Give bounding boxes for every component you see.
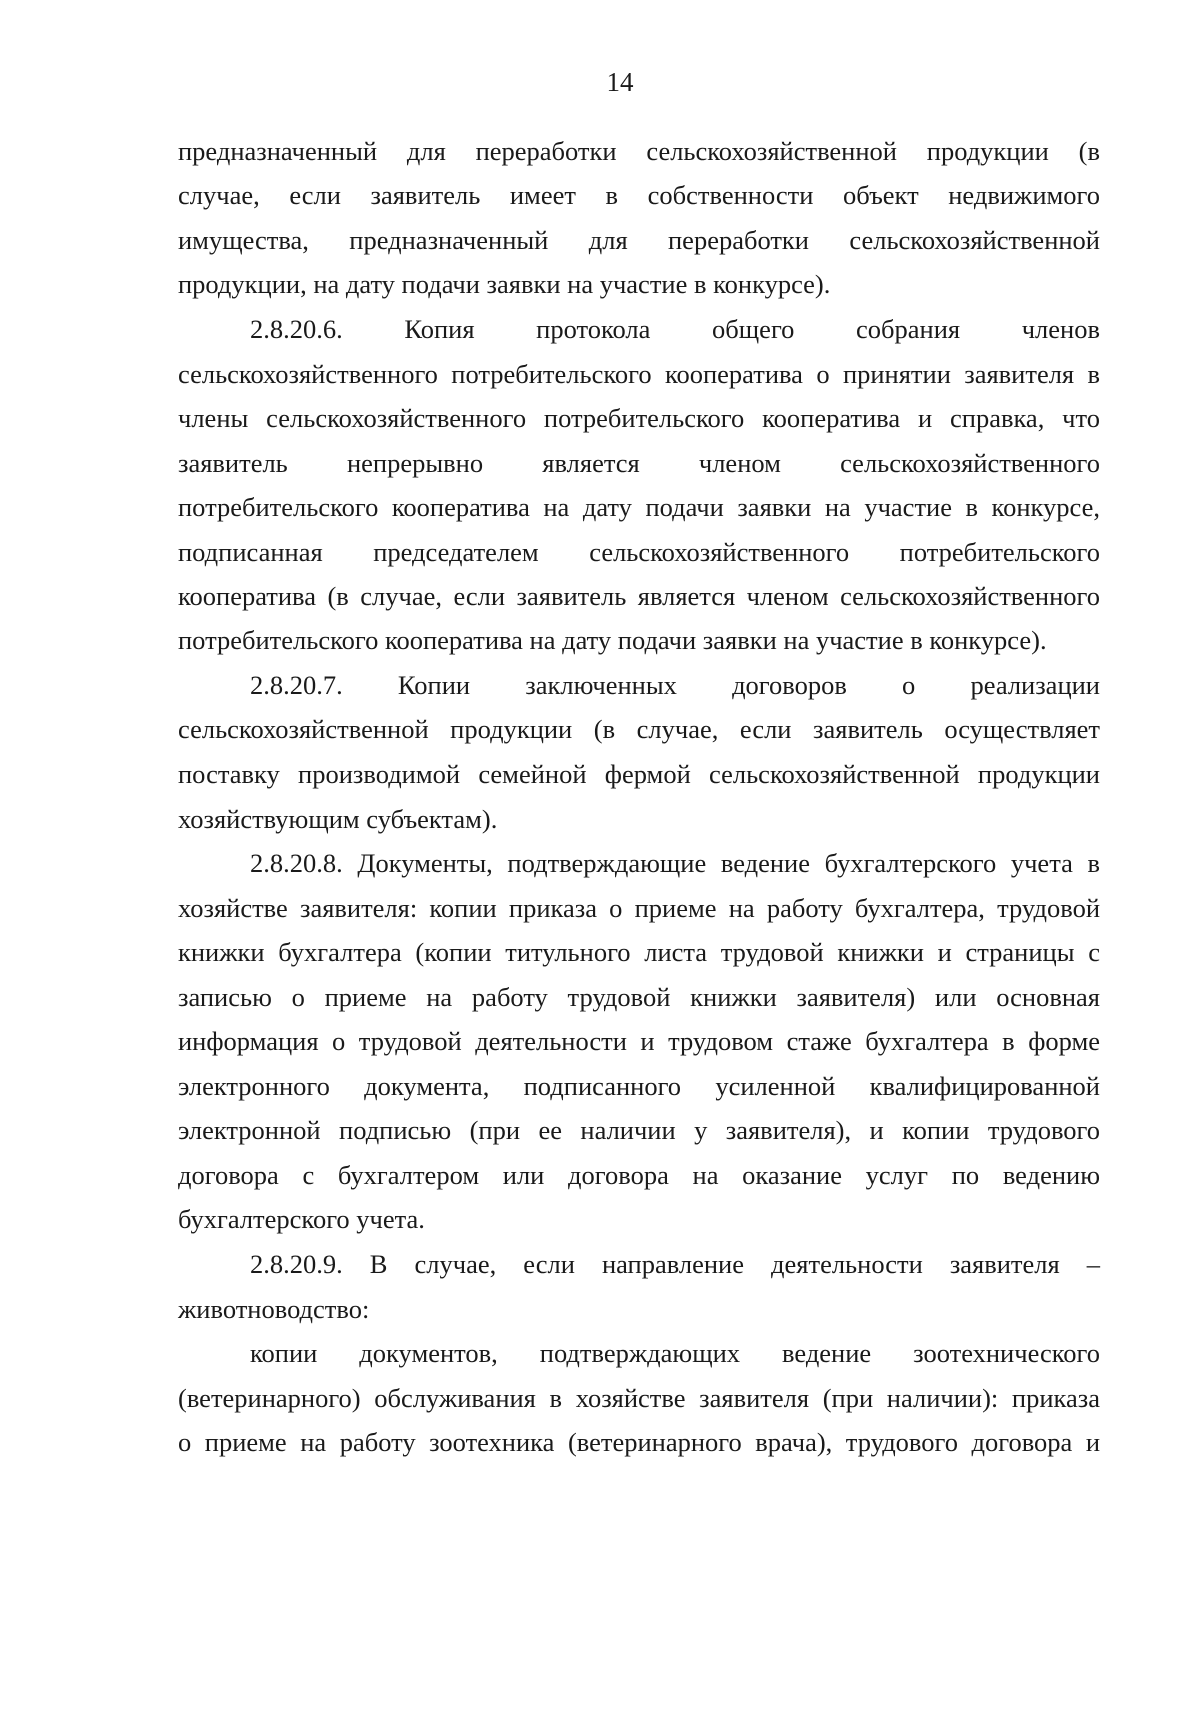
text-line: информация о трудовой деятельности и трудовом стаже бухгалтера в форме <box>178 1026 1100 1056</box>
text-line: хозяйствующим субъектам). <box>178 804 498 834</box>
text-line: подписанная председателем сельскохозяйственного потребительского <box>178 537 1100 567</box>
text-line: бухгалтерского учета. <box>178 1204 425 1234</box>
text-line: (ветеринарного) обслуживания в хозяйстве заявителя (при наличии): приказа <box>178 1383 1100 1413</box>
text-line: о приеме на работу зоотехника (ветеринарного врача), трудового договора и <box>178 1427 1100 1457</box>
text-line: книжки бухгалтера (копии титульного листа трудовой книжки и страницы с <box>178 937 1100 967</box>
text-line: 2.8.20.6. Копия протокола общего собрания членов <box>250 314 1100 344</box>
text-line: заявитель непрерывно является членом сельскохозяйственного <box>178 448 1100 478</box>
text-line: животноводство: <box>178 1294 370 1324</box>
text-line: потребительского кооператива на дату подачи заявки на участие в конкурсе, <box>178 492 1100 522</box>
text-line: 2.8.20.7. Копии заключенных договоров о реализации <box>250 670 1100 700</box>
text-line: кооператива (в случае, если заявитель является членом сельскохозяйственного <box>178 581 1100 611</box>
text-line: предназначенный для переработки сельскохозяйственной продукции (в <box>178 136 1100 166</box>
page-number: 14 <box>606 67 634 97</box>
text-line: случае, если заявитель имеет в собственности объект недвижимого <box>178 180 1100 210</box>
text-line: 2.8.20.9. В случае, если направление деятельности заявителя – <box>250 1249 1100 1279</box>
text-line: договора с бухгалтером или договора на оказание услуг по ведению <box>178 1160 1100 1190</box>
text-line: электронной подписью (при ее наличии у заявителя), и копии трудового <box>178 1115 1100 1145</box>
text-line: 2.8.20.8. Документы, подтверждающие ведение бухгалтерского учета в <box>250 848 1100 878</box>
text-line: имущества, предназначенный для переработки сельскохозяйственной <box>178 225 1100 255</box>
text-line: поставку производимой семейной фермой сельскохозяйственной продукции <box>178 759 1100 789</box>
text-line: сельскохозяйственного потребительского кооператива о принятии заявителя в <box>178 359 1100 389</box>
text-line: электронного документа, подписанного усиленной квалифицированной <box>178 1071 1100 1101</box>
text-line: записью о приеме на работу трудовой книжки заявителя) или основная <box>178 982 1100 1012</box>
text-line: хозяйстве заявителя: копии приказа о приеме на работу бухгалтера, трудовой <box>178 893 1100 923</box>
text-line: члены сельскохозяйственного потребительского кооператива и справка, что <box>178 403 1100 433</box>
text-line: сельскохозяйственной продукции (в случае, если заявитель осуществляет <box>178 714 1100 744</box>
text-line: копии документов, подтверждающих ведение зоотехнического <box>250 1338 1100 1368</box>
text-line: потребительского кооператива на дату подачи заявки на участие в конкурсе). <box>178 625 1047 655</box>
text-line: продукции, на дату подачи заявки на участие в конкурсе). <box>178 269 831 299</box>
